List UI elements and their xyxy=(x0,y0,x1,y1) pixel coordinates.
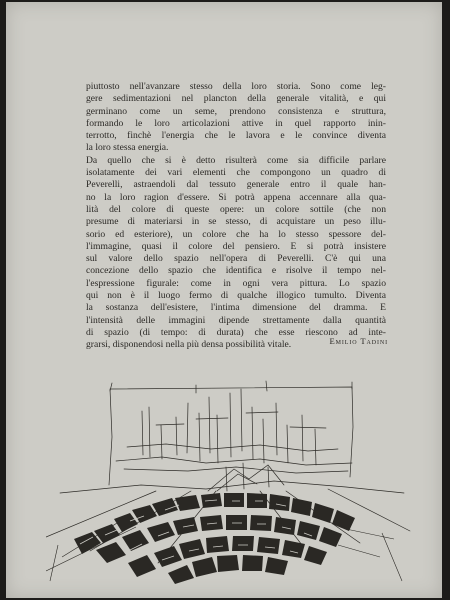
text-line: sul valore dello spazio nell'opera di Peverelli. C'è qui una xyxy=(86,253,386,265)
text-line: Da quello che si è detto risulterà come sia difficile parlare xyxy=(86,154,386,166)
text-line: l'intensità delle immagini dipende strettamente dalla quantità xyxy=(86,314,386,326)
text-line: concezione dello spazio che identifica e risolve il tempo nel- xyxy=(86,265,386,277)
text-line: lità del colore di queste opere: un colore sottile (che non xyxy=(86,203,386,215)
text-line: presume di materiarsi in se stesso, di acquistare un peso illu- xyxy=(86,216,386,228)
text-line: sorio ed esteriore), un colore che ha lo stesso spessore del- xyxy=(86,228,386,240)
author-signature: Emilio Tadini xyxy=(329,336,388,346)
paragraph-1 xyxy=(86,81,386,155)
text-line: formando le loro articolazioni attive in quel rapporto inin- xyxy=(86,117,386,129)
text-line: germinano come un seme, prendono consistenza e struttura, xyxy=(86,105,386,117)
text-line: Peverelli, astraendoli dal tessuto generale entro il quale han- xyxy=(86,179,386,191)
text-line: l'immagine, quasi il colore del pensiero. E si potrà insistere xyxy=(86,240,386,252)
text-line: di spazio (di tempo: di durata) che esse riescono ad inte- xyxy=(86,326,386,338)
city-sketch-illustration xyxy=(46,367,418,587)
paragraph-2 xyxy=(86,155,386,352)
article-text xyxy=(86,81,386,352)
text-line: piuttosto nell'avanzare stesso della loro storia. Sono come leg- xyxy=(86,81,386,92)
text-line: la loro stessa energia. xyxy=(86,142,169,154)
text-line: grarsi, disponendosi nella più densa possibilità vitale. xyxy=(86,339,292,351)
text-line: gere sedimentazioni nel plancton della generale vitalità, e qui xyxy=(86,93,386,105)
text-line: terrotto, finchè l'energia che le lavora e le convince diventa xyxy=(86,130,386,142)
text-line: isolatamente dei vari elementi che compongono un quadro di xyxy=(86,167,386,179)
text-line: no la loro ragion d'essere. Si potrà appena accennare alla qua- xyxy=(86,191,386,203)
magazine-page xyxy=(6,2,442,598)
text-line: la sostanza dell'esistere, l'intima dimensione del dramma. E xyxy=(86,302,386,314)
text-line: qui non è il luogo fermo di qualche illogico tumulto. Diventa xyxy=(86,290,386,302)
text-line: l'espressione figurale: come in ogni vera pittura. Lo spazio xyxy=(86,277,386,289)
